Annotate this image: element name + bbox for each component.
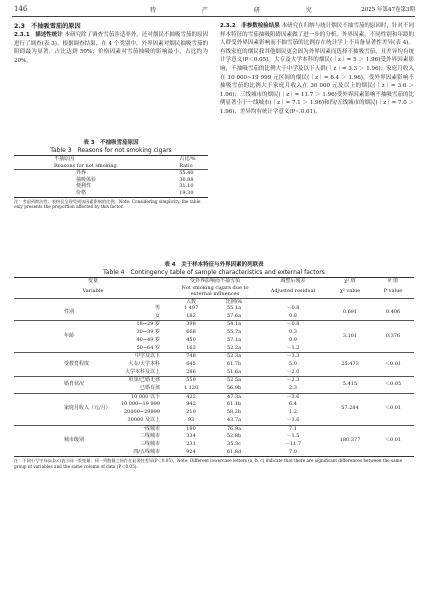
ratio-cell: 52.8b xyxy=(226,433,242,440)
ratio-cell: 61.7b xyxy=(226,360,242,367)
right-paragraph xyxy=(220,22,414,117)
residual-cell: 0.9 xyxy=(289,336,297,343)
table-cell: 价格 xyxy=(76,189,87,196)
category-cell: 大学本科及以上 xyxy=(124,368,160,375)
ratio-cell: 61.8d xyxy=(226,448,242,455)
category-cell: 50~64 岁 xyxy=(136,344,160,351)
count-cell: 559 xyxy=(186,377,196,384)
count-cell: 398 xyxy=(186,321,196,328)
ratio-cell: 43.7a xyxy=(226,416,242,423)
variable-name: 年龄 xyxy=(64,332,75,339)
category-cell: 40~49 岁 xyxy=(136,336,160,343)
ratio-cell: 56.9b xyxy=(226,385,242,392)
residual-cell: －1.2 xyxy=(286,344,300,351)
category-cell: 30000 及以上 xyxy=(127,416,160,423)
variable-name: 家庭月收入（元/月） xyxy=(64,405,111,412)
table-caption-en: Table 3 Reasons for not smoking cigars xyxy=(50,147,172,154)
section-title: 2.3 不抽吸雪茄的原因 xyxy=(14,23,81,30)
ratio-cell: 55.1a xyxy=(226,305,242,311)
page-header xyxy=(0,0,427,18)
col-header: χ² value xyxy=(339,287,361,294)
category-cell: 中学及以下 xyxy=(134,353,160,360)
count-cell: 748 xyxy=(186,353,196,360)
category-cell: 一线城市 xyxy=(139,425,160,432)
category-cell: 30~39 岁 xyxy=(136,329,160,336)
col-header: 调整后残差 xyxy=(280,278,306,284)
category-cell: 10 000~19 999 xyxy=(120,401,160,408)
ratio-cell: 57.1a xyxy=(226,336,242,343)
table-cell: 55.40 xyxy=(179,170,194,177)
ratio-cell: 52.3a xyxy=(226,353,242,360)
ratio-cell: 57.6a xyxy=(226,312,242,319)
residual-cell: －11.7 xyxy=(284,440,302,447)
count-cell: 182 xyxy=(186,312,196,319)
table-caption-cn: 表 4 关于样本特征与外界因素的列联表 xyxy=(164,262,264,268)
table-caption-en: Table 4 Contingency table of sample characteristics and external factors xyxy=(103,269,325,276)
residual-cell: 6.4 xyxy=(289,401,297,408)
table-row xyxy=(14,305,414,313)
residual-cell: －0.8 xyxy=(286,305,300,311)
chi-square-cell: 180.377 xyxy=(339,437,361,444)
page-number: 146 xyxy=(14,5,28,13)
table-row xyxy=(14,377,414,385)
ratio-cell: 52.5a xyxy=(226,377,242,384)
category-cell: 女 xyxy=(154,312,160,319)
col-header: Reasons for not smoking xyxy=(54,162,117,169)
category-cell: 20000~29999 xyxy=(123,409,160,416)
chi-square-cell: 0.691 xyxy=(342,308,358,315)
table-3 xyxy=(14,140,208,209)
category-cell: 男 xyxy=(154,305,160,311)
count-cell: 1 497 xyxy=(183,305,199,311)
p-value-cell: 0.376 xyxy=(385,332,401,339)
residual-cell: 1.2 xyxy=(289,409,297,416)
p-value-cell: ＜0.01 xyxy=(384,437,402,444)
variable-name: 受教育程度 xyxy=(64,360,90,367)
ratio-cell: 51.6a xyxy=(226,368,242,375)
count-cell: 231 xyxy=(186,440,196,447)
table-cell: 抽吸体验 xyxy=(76,176,97,183)
table-cell: 36.88 xyxy=(179,176,194,183)
col-header: P 值 xyxy=(388,278,398,284)
residual-cell: 0.8 xyxy=(289,312,297,319)
residual-cell: －3.3 xyxy=(286,353,300,360)
col-header: 人数 xyxy=(185,298,196,305)
count-cell: 668 xyxy=(186,329,196,336)
left-column xyxy=(14,22,208,65)
category-cell: 10 000 以下 xyxy=(130,393,160,400)
paragraph-text: 本研究在归纳与统计烟民不抽雪茄的原因时，针对不同样本特征的雪茄抽吸阻碍因素做了进一步的分析。外界因素、不同性别和年龄的人群受外界因素影响而不抽雪茄的比例存在统计学上不具备显著性差异(表 4)。有线家庭的烟民我其他烟民更会因为外界因素而选择不抽吸雪茄，且差异均有统计学意义(P＜0.05)。大专及大学本科的烟民(｜z｜= 5 ＞ 1.96)受外界因素影响，不抽吸雪茄的比例大于中学及以下人群(｜z｜= 3.3 ＞ 1.96)；家庭月收入在 10 000~19 999 元区间的烟民(｜z｜= 6.4 ＞ 1.96)，受外界因素影响不抽吸雪茄的比例大于家庭月收入在 30 000 元及以上的烟民(｜z｜= 3.6 ＞ 1.96)；三线城市的烟民(｜z｜= 11.7 ＞ 1.96)受外界因素影响不抽吸雪茄的比例显著小于一线城市(｜z｜= 7.1 ＞ 1.96)和四/五线城市的烟民(｜z｜= 7.0 ＞ 1.96)，差异均有统计学意义(P＜0.01)。 xyxy=(220,23,414,115)
count-cell: 93 xyxy=(187,416,195,423)
left-paragraph xyxy=(14,31,208,65)
ratio-cell: 52.2a xyxy=(226,344,242,351)
col-header: Variable xyxy=(82,287,104,294)
category-cell: 单身/已婚无孩 xyxy=(128,377,160,384)
variable-name: 城市级别 xyxy=(64,437,85,444)
p-value-cell: 0.406 xyxy=(385,308,401,315)
count-cell: 422 xyxy=(186,393,196,400)
table-cell: 19.30 xyxy=(179,189,194,196)
residual-cell: －0.8 xyxy=(286,321,300,328)
chi-square-cell: 57.284 xyxy=(341,405,359,412)
chi-square-cell: 5.415 xyxy=(342,381,358,388)
paragraph-text: 本研究除了调查雪茄涉适率外，还对烟民不抽吸雪茄的原因进行了调查(表 3)。根据调查结果，在 4 个类别中，外界因素对烟民抽吸雪茄的阻碍最为显著，占比达到 50%；价格因素对雪茄抽吸的影响最小，占比约为 20%。 xyxy=(14,32,208,64)
table-row xyxy=(14,393,414,401)
table-cell: 便利性 xyxy=(76,183,92,190)
table-caption-cn: 表 3 不抽吸雪茄原因 xyxy=(83,140,139,146)
table-4 xyxy=(14,262,414,469)
residual-cell: 7.1 xyxy=(289,425,297,432)
count-cell: 645 xyxy=(186,360,196,367)
count-cell: 942 xyxy=(186,401,196,408)
col-header: 不抽原因 xyxy=(54,156,75,162)
category-cell: 大专/大学本科 xyxy=(128,360,160,367)
variable-name: 性别 xyxy=(64,308,75,315)
col-header: 受外界影响而不抽雪茄 xyxy=(189,278,240,284)
table-row xyxy=(14,425,414,433)
col-header: 比例/% xyxy=(225,298,243,305)
count-cell: 450 xyxy=(186,336,196,343)
table-note: 注：不同小写字母(a,b,c)表示同一类变量、同一列数据之间存在显著性差异(P＜0.05)。Note: Different lowercase letters (a, b, c) indicate that there are significant differences between the same group of variables and the same column of data (P＜0.05). xyxy=(14,458,403,469)
chi-square-cell: 25.473 xyxy=(341,360,359,367)
col-header: Ratio xyxy=(179,162,193,169)
residual-cell: 0.3 xyxy=(289,329,297,336)
category-cell: 四/五线城市 xyxy=(133,448,160,455)
p-value-cell: ＜0.01 xyxy=(384,405,402,412)
table-cell: 外界 xyxy=(76,170,87,177)
category-cell: 已婚有孩 xyxy=(139,385,160,392)
category-cell: 三线城市 xyxy=(139,440,160,447)
p-value-cell: ＜0.01 xyxy=(384,360,402,367)
subsection-title: 2.3.2 非参数检验结果 xyxy=(220,23,280,29)
residual-cell: －2.0 xyxy=(286,368,300,375)
journal-name: 特 产 研 究 xyxy=(150,7,334,14)
residual-cell: －2.3 xyxy=(286,377,300,384)
count-cell: 219 xyxy=(186,409,196,416)
residual-cell: －1.5 xyxy=(286,433,300,440)
col-header: Not smoking cigars due to external influences xyxy=(181,284,249,297)
ratio-cell: 54.1a xyxy=(226,321,242,328)
count-cell: 286 xyxy=(186,368,196,375)
count-cell: 1 120 xyxy=(183,385,199,392)
col-header: P value xyxy=(383,287,403,294)
category-cell: 二线城市 xyxy=(139,433,160,440)
residual-cell: －3.6 xyxy=(286,416,300,423)
residual-cell: 7.0 xyxy=(289,448,297,455)
residual-cell: 2.3 xyxy=(289,385,297,392)
count-cell: 924 xyxy=(186,448,196,455)
category-cell: 18~29 岁 xyxy=(136,321,160,328)
table-cell: 31.10 xyxy=(179,183,194,190)
table-row xyxy=(14,321,414,329)
table-note: 注：考虑到简洁性，表格仅呈现受到该因素影响的比例。Note: Considering simplicity, the table only presents the proportion affected by this factor. xyxy=(14,198,201,209)
header-rule xyxy=(12,16,415,17)
ratio-cell: 61.1b xyxy=(226,401,242,408)
col-header: 占比/% xyxy=(179,156,196,162)
chi-square-cell: 3.101 xyxy=(342,332,358,339)
table-4-grid xyxy=(14,277,414,457)
count-cell: 163 xyxy=(186,344,196,351)
ratio-cell: 35.3c xyxy=(227,440,241,447)
ratio-cell: 76.9a xyxy=(226,425,242,432)
ratio-cell: 58.2b xyxy=(226,409,242,416)
subsection-title: 2.3.1 描述性统计 xyxy=(14,32,63,38)
col-header: Adjusted residual xyxy=(270,287,316,294)
variable-name: 婚育状况 xyxy=(64,381,85,388)
table-3-grid xyxy=(14,155,208,198)
count-cell: 190 xyxy=(186,425,196,432)
col-header: 变量 xyxy=(87,278,98,284)
table-row xyxy=(14,353,414,361)
residual-cell: 5.0 xyxy=(289,360,297,367)
ratio-cell: 47.3a xyxy=(226,393,242,400)
ratio-cell: 55.7a xyxy=(226,329,242,336)
right-column xyxy=(220,22,414,117)
count-cell: 334 xyxy=(186,433,196,440)
p-value-cell: ＜0.05 xyxy=(384,381,402,388)
residual-cell: －3.6 xyxy=(286,393,300,400)
issue-info: 2025 年第47卷第3期 xyxy=(361,7,415,13)
col-header: χ² 值 xyxy=(344,278,356,284)
